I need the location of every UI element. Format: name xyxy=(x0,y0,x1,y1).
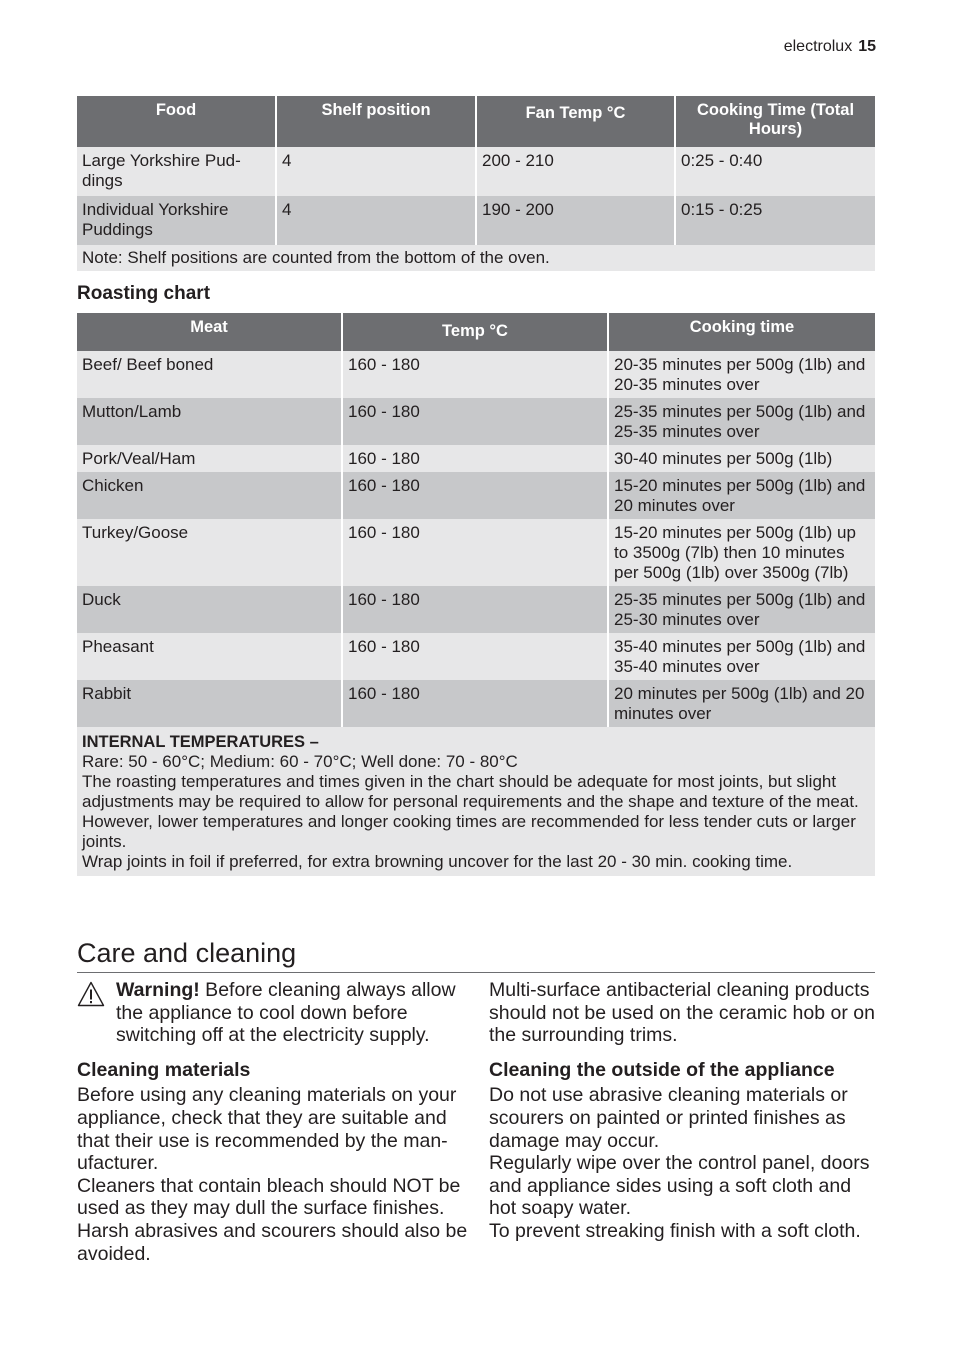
table-cell: Individual Yorkshire Puddings xyxy=(77,196,277,245)
yorkshire-pudding-table xyxy=(77,96,875,271)
internal-temperatures-title: INTERNAL TEMPERATURES – xyxy=(82,733,319,751)
roasting-notes xyxy=(77,727,875,876)
table-cell: 15-20 minutes per 500g (1lb) and 20 minutes over xyxy=(609,472,875,519)
table-cell: 4 xyxy=(277,196,477,245)
table-cell: 160 - 180 xyxy=(343,351,609,398)
table-cell: Duck xyxy=(77,586,343,633)
table-row xyxy=(77,351,875,398)
left-column xyxy=(77,979,469,1265)
table-row xyxy=(77,147,875,196)
column-header: Shelf position xyxy=(277,96,477,147)
warning-block xyxy=(77,979,469,1047)
column-header: Food xyxy=(77,96,277,147)
table-cell: 25-35 minutes per 500g (1lb) and 25-35 minutes over xyxy=(609,398,875,445)
table-header-row xyxy=(77,96,875,147)
table-row xyxy=(77,519,875,586)
table-cell: Pheasant xyxy=(77,633,343,680)
page-number: 15 xyxy=(858,38,876,55)
warning-text: Before cleaning always allow the appliance to cool down before switching off at the electricity supply. xyxy=(116,979,456,1047)
table-row xyxy=(77,445,875,472)
table-row xyxy=(77,633,875,680)
table-cell: Rabbit xyxy=(77,680,343,727)
paragraph: Before using any cleaning materials on your appliance, check that they are suitable and that their use is recommended by the man-ufacturer. xyxy=(77,1084,457,1175)
table-cell: 190 - 200 xyxy=(477,196,676,245)
table-note-row xyxy=(77,727,875,876)
table-cell: Beef/ Beef boned xyxy=(77,351,343,398)
table-cell: 4 xyxy=(277,147,477,196)
brand-name: electrolux xyxy=(783,38,853,55)
paragraph: Do not use abrasive cleaning materials or scourers on painted or printed finishes as damage may occur. xyxy=(489,1084,848,1152)
column-header: Meat xyxy=(77,313,343,351)
table-cell: 200 - 210 xyxy=(477,147,676,196)
table-cell: 160 - 180 xyxy=(343,472,609,519)
roasting-table xyxy=(77,313,875,876)
table-cell: 15-20 minutes per 500g (1lb) up to 3500g (7lb) then 10 minutes per 500g (1lb) over 3500g (7lb) xyxy=(609,519,875,586)
roasting-chart-title: Roasting chart xyxy=(77,283,211,304)
column-header: Temp °C xyxy=(343,313,609,351)
warning-label: Warning! xyxy=(116,979,200,1001)
table-cell: 20-35 minutes per 500g (1lb) and 20-35 minutes over xyxy=(609,351,875,398)
warning-icon xyxy=(77,981,105,1007)
cleaning-outside-title: Cleaning the outside of the appliance xyxy=(489,1058,835,1081)
table-row xyxy=(77,196,875,245)
cleaning-materials-title: Cleaning materials xyxy=(77,1058,251,1081)
table-cell: 160 - 180 xyxy=(343,445,609,472)
care-cleaning-heading: Care and cleaning xyxy=(77,938,875,973)
table-header-row xyxy=(77,313,875,351)
table-cell: 160 - 180 xyxy=(343,519,609,586)
table-cell: 30-40 minutes per 500g (1lb) xyxy=(609,445,875,472)
paragraph: To prevent streaking finish with a soft cloth. xyxy=(489,1219,861,1242)
paragraph: Regularly wipe over the control panel, doors and appliance sides using a soft cloth and hot soapy water. xyxy=(489,1152,870,1220)
column-header: Cooking time xyxy=(609,313,875,351)
table-cell: 0:25 - 0:40 xyxy=(676,147,875,196)
table-cell: 160 - 180 xyxy=(343,398,609,445)
roasting-note: The roasting temperatures and times given in the chart should be adequate for most joints, but slight adjustments may be required to allow for personal requirements and the shape and texture of the meat. However, lower temperatures and longer cooking times are recommended for less tender cuts or larger joints. xyxy=(82,772,859,851)
table-cell: Large Yorkshire Pud-dings xyxy=(77,147,277,196)
table-row xyxy=(77,680,875,727)
column-header: Fan Temp °C xyxy=(477,96,676,147)
table-row xyxy=(77,586,875,633)
column-header: Cooking Time (Total Hours) xyxy=(676,96,875,147)
table-cell: 0:15 - 0:25 xyxy=(676,196,875,245)
table-cell: 160 - 180 xyxy=(343,633,609,680)
table-cell: Mutton/Lamb xyxy=(77,398,343,445)
right-column xyxy=(489,979,881,1243)
paragraph: Cleaners that contain bleach should NOT be used as they may dull the surface finishes. Harsh abrasives and scourers should also be avoided. xyxy=(77,1174,468,1265)
internal-temperatures: Rare: 50 - 60°C; Medium: 60 - 70°C; Well done: 70 - 80°C xyxy=(82,752,518,771)
table-cell: Pork/Veal/Ham xyxy=(77,445,343,472)
table-cell: 160 - 180 xyxy=(343,586,609,633)
roasting-note-foil: Wrap joints in foil if preferred, for extra browning uncover for the last 20 - 30 min. cooking time. xyxy=(82,852,793,871)
paragraph: Multi-surface antibacterial cleaning products should not be used on the ceramic hob or on the surrounding trims. xyxy=(489,979,875,1047)
table-row xyxy=(77,472,875,519)
table-cell: Turkey/Goose xyxy=(77,519,343,586)
page-header xyxy=(784,38,876,56)
table-cell: 35-40 minutes per 500g (1lb) and 35-40 minutes over xyxy=(609,633,875,680)
table-note-row xyxy=(77,245,875,271)
table-cell: 25-35 minutes per 500g (1lb) and 25-30 minutes over xyxy=(609,586,875,633)
table-cell: Chicken xyxy=(77,472,343,519)
table-cell: 160 - 180 xyxy=(343,680,609,727)
table-row xyxy=(77,398,875,445)
table-cell: 20 minutes per 500g (1lb) and 20 minutes over xyxy=(609,680,875,727)
table-note: Note: Shelf positions are counted from the bottom of the oven. xyxy=(77,245,875,271)
